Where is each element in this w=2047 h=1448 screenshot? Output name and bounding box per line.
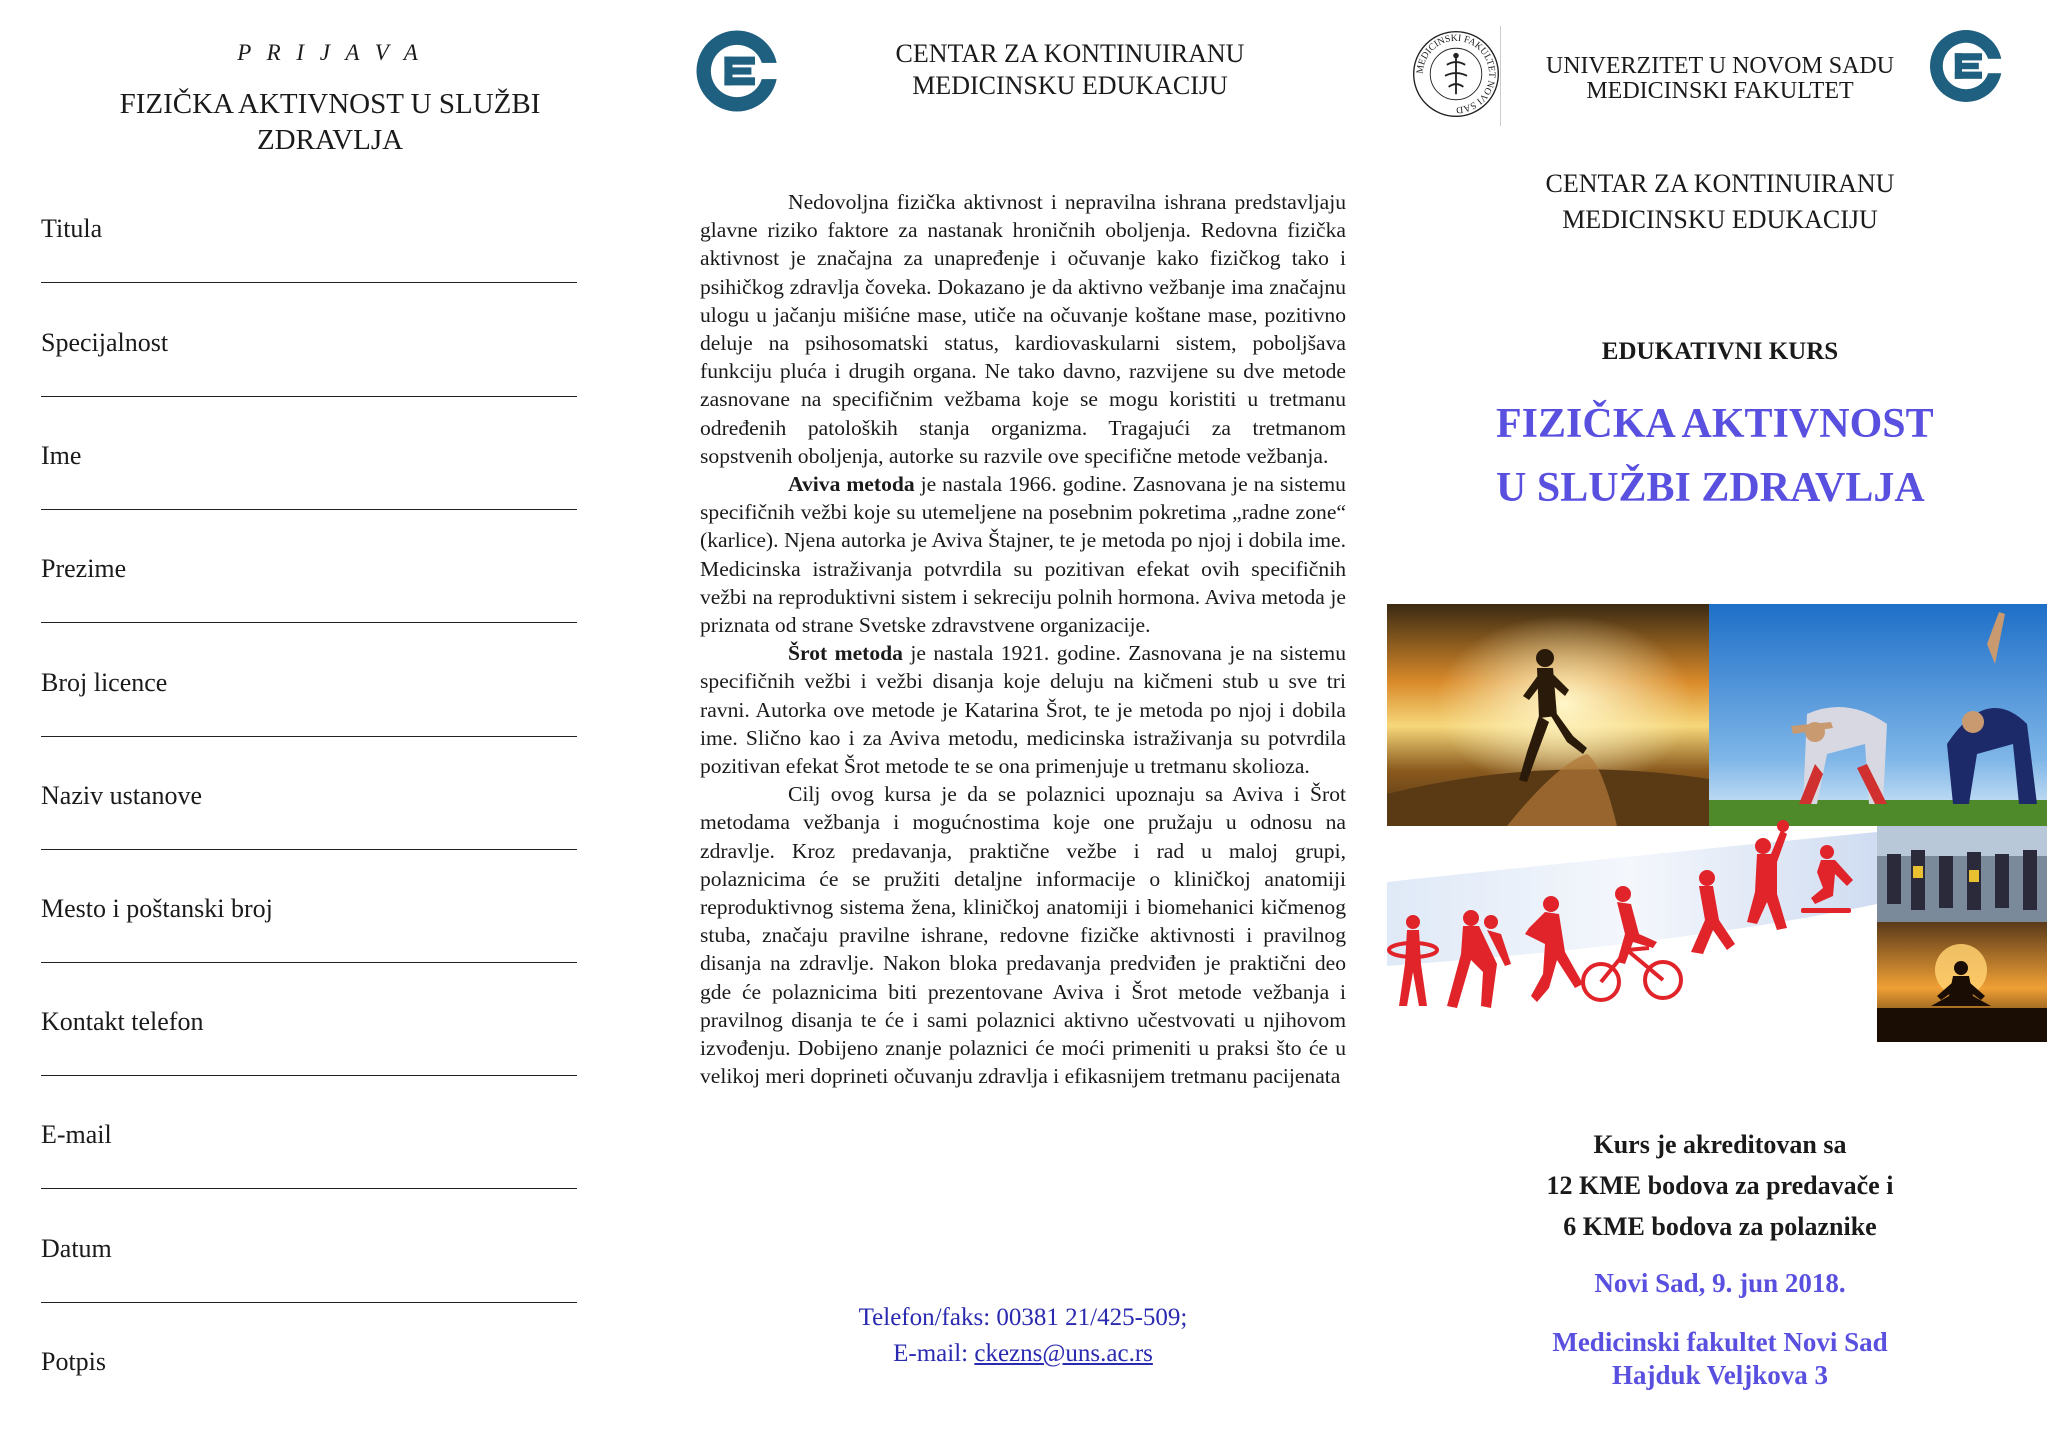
field-line[interactable] [41, 622, 577, 623]
method-name: Šrot metoda [788, 641, 903, 666]
field-line[interactable] [41, 736, 577, 737]
course-description [700, 188, 1346, 1091]
field-label: Ime [41, 441, 82, 470]
form-field-ime[interactable] [41, 441, 577, 510]
field-line[interactable] [41, 396, 577, 397]
field-label: Mesto i poštanski broj [41, 894, 273, 923]
logo-divider [1500, 26, 1501, 126]
accreditation-line3: 6 KME bodova za polaznike [1563, 1212, 1877, 1241]
field-line[interactable] [41, 1302, 577, 1303]
field-label: Naziv ustanove [41, 781, 203, 810]
form-title: FIZIČKA AKTIVNOST U SLUŽBI ZDRAVLJA [119, 88, 541, 156]
contact-phone: Telefon/faks: 00381 21/425-509; [858, 1304, 1188, 1331]
method-name: Aviva metoda [788, 472, 915, 497]
form-field-potpis[interactable] [41, 1347, 577, 1377]
cover-center-line1: CENTAR ZA KONTINUIRANU [1545, 169, 1895, 198]
form-field-kontakt-telefon[interactable] [41, 1007, 577, 1076]
seal-text: MEDICINSKI FAKULTET NOVI SAD [1414, 32, 1498, 116]
field-label: Kontakt telefon [41, 1007, 204, 1036]
center-title [870, 38, 1270, 102]
center-title-line1: CENTAR ZA KONTINUIRANU [895, 39, 1245, 68]
field-label: Specijalnost [41, 328, 169, 357]
field-label: Potpis [41, 1347, 107, 1376]
field-line[interactable] [41, 509, 577, 510]
course-date: Novi Sad, 9. jun 2018. [1594, 1268, 1846, 1298]
field-label: Datum [41, 1234, 112, 1263]
contact-email-link[interactable]: ckezns@uns.ac.rs [974, 1340, 1153, 1367]
form-field-mesto[interactable] [41, 894, 577, 963]
contact-info [700, 1300, 1346, 1372]
description-paragraph: Nedovoljna fizička aktivnost i nepravilna ishrana predstavljaju glavne riziko faktore za nastanak hroničnih oboljenja. Redovna fizička aktivnost je značajna za unapređenje i očuvanje kako fizičkog tako i psihičkog zdravlja čoveka. Dokazano je da aktivno vežbanje ima značajnu ulogu u jačanju mišićne mase, utiče na očuvanje koštane mase, pozitivno deluje na psihosomatski status, kardiovaskularni sistem, poboljšava funkciju pluća i drugih organa. Ne tako davno, razvijene su dve metode zasnovane na specifičnim vežbama koje se mogu koristiti u tretmanu određenih patoloških stanja organizma. Tragajući za tretmanom sopstvenih oboljenja, autorke su razvile ove specifične metode vežbanja. [700, 190, 1346, 468]
form-field-specijalnost[interactable] [41, 328, 577, 397]
field-label: Broj licence [41, 668, 168, 697]
photo-collage [1387, 604, 2047, 1042]
course-venue [1420, 1326, 2020, 1392]
course-title-line2: U SLUŽBI ZDRAVLJA [1496, 465, 1925, 511]
center-title-line2: MEDICINSKU EDUKACIJU [912, 71, 1228, 100]
form-field-email[interactable] [41, 1120, 577, 1189]
form-field-prezime[interactable] [41, 554, 577, 623]
form-field-titula[interactable] [41, 214, 577, 283]
accreditation-line2: 12 KME bodova za predavače i [1546, 1171, 1894, 1200]
university-line1: UNIVERZITET U NOVOM SADU [1545, 53, 1895, 79]
field-label: Prezime [41, 554, 127, 583]
course-title-line1: FIZIČKA AKTIVNOST [1496, 401, 1934, 447]
venue-line2: Hajduk Veljkova 3 [1611, 1360, 1829, 1390]
contact-email-label: E-mail: [893, 1340, 975, 1367]
accreditation-info [1420, 1124, 2020, 1247]
form-kicker: P R I J A V A [237, 40, 423, 65]
description-paragraph: Cilj ovog kursa je da se polaznici upoznaju sa Aviva i Šrot metodama vežbanja i mogućnostima koje one pružaju u odnosu na zdravlje. Kroz predavanja, praktične vežbe i rad u maloj grupi, polaznicima će se pružiti detaljne informacije o kliničkoj anatomiji reproduktivnog sistema žena, kliničkoj anatomiji i biomehanici kičmenog stuba, značaju pravilne ishrane, redovne fizičke aktivnosti i pravilnog disanja na zdravlje. Nakon bloka predavanja predviđen je praktični deo gde će polaznicima biti prezentovane Aviva i Šrot metode vežbanja i pravilnog disanja te će i sami polaznici aktivno učestvovati u njihovom izvođenju. Dobijeno znanje polaznici će moći primeniti u praksi što će u velikoj meri doprineti očuvanju zdravlja i efikasnijem tretmanu pacijenata [700, 782, 1346, 1089]
cover-center-line2: MEDICINSKU EDUKACIJU [1562, 205, 1878, 234]
method-text: je nastala 1921. godine. Zasnovana je na sistemu specifičnih vežbi i vežbi disanja koje deluju na kičmeni stub u sve tri ravni. Autorka ove metode je Katarina Šrot, te je metoda po njoj i dobila ime. Slično kao i za Aviva metodu, medicinska istraživanja su potvrdila pozitivan efekat Šrot metode te se ona primenjuje u tretmanu skolioza. [700, 641, 1346, 779]
form-field-datum[interactable] [41, 1234, 577, 1303]
form-field-naziv-ustanove[interactable] [41, 781, 577, 850]
accreditation-line1: Kurs je akreditovan sa [1593, 1130, 1847, 1159]
form-field-broj-licence[interactable] [41, 668, 577, 737]
faculty-seal-icon [1410, 28, 1502, 120]
stretching-photo [1709, 604, 2047, 826]
silhouettes-banner [1387, 820, 1877, 1008]
university-title [1520, 54, 1920, 104]
field-line[interactable] [41, 282, 577, 283]
contact-email-line [700, 1336, 1346, 1372]
field-line[interactable] [41, 962, 577, 963]
field-line[interactable] [41, 1188, 577, 1189]
field-line[interactable] [41, 849, 577, 850]
runner-photo [1387, 604, 1709, 826]
meditation-photo [1877, 922, 2047, 1042]
university-line2: MEDICINSKI FAKULTET [1586, 78, 1854, 104]
field-line[interactable] [41, 1075, 577, 1076]
course-title [1496, 392, 2016, 520]
registration-form [0, 0, 640, 1448]
course-type-label: EDUKATIVNI KURS [1601, 338, 1839, 365]
field-label: Titula [41, 214, 103, 243]
cme-logo-icon [692, 26, 782, 116]
venue-line1: Medicinski fakultet Novi Sad [1552, 1327, 1888, 1357]
description-paragraph [700, 470, 1346, 639]
method-text: je nastala 1966. godine. Zasnovana je na sistemu specifičnih vežbi koje su utemeljene na posebnim pokretima „radne zone“ (karlice). Njena autorka je Aviva Štajner, te je metoda po njoj i dobila ime. Medicinska istraživanja potvrdila su pozitivan efekat ovih specifičnih vežbi na reproduktivni sistem i sekreciju polnih hormona. Aviva metoda je priznata od strane Svetske zdravstvene organizacije. [700, 472, 1346, 638]
cover-center-title [1410, 166, 2030, 238]
marathon-photo [1877, 826, 2047, 922]
field-label: E-mail [41, 1120, 112, 1149]
cme-logo-icon [1926, 26, 2006, 106]
description-paragraph [700, 639, 1346, 780]
